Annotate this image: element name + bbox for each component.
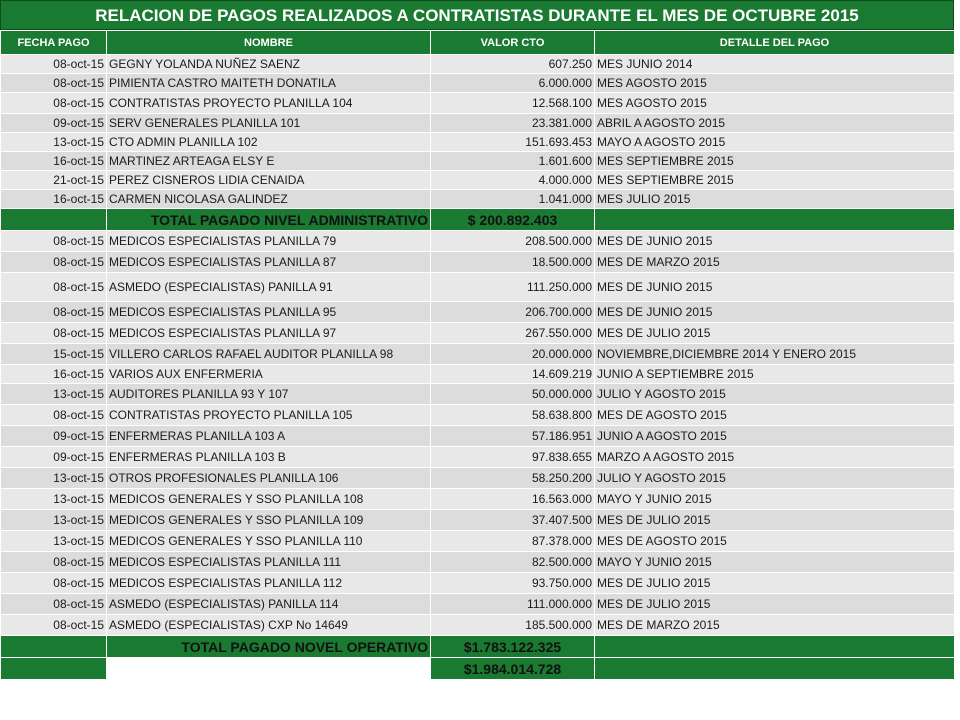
detalle-cell[interactable]: MAYO Y JUNIO 2015 [595,552,955,573]
table-row[interactable] [1,55,955,74]
detalle-cell[interactable]: NOVIEMBRE,DICIEMBRE 2014 Y ENERO 2015 [595,344,955,365]
nombre-cell[interactable]: MEDICOS ESPECIALISTAS PLANILLA 97 [107,323,431,344]
valor-cell[interactable]: 14.609.219 [431,365,595,384]
fecha-cell[interactable]: 08-oct-15 [1,231,107,252]
nombre-cell[interactable]: PEREZ CISNEROS LIDIA CENAIDA [107,171,431,190]
oper-total-row [1,636,955,658]
detalle-cell[interactable]: MES DE AGOSTO 2015 [595,405,955,426]
total-amount[interactable]: $ 200.892.403 [431,209,595,231]
detalle-cell[interactable]: MES JUNIO 2014 [595,55,955,74]
sheet-title: RELACION DE PAGOS REALIZADOS A CONTRATISTAS DURANTE EL MES DE OCTUBRE 2015 [0,0,954,30]
table-row[interactable] [1,594,955,615]
fecha-cell[interactable]: 21-oct-15 [1,171,107,190]
nombre-cell[interactable]: MEDICOS ESPECIALISTAS PLANILLA 87 [107,252,431,273]
empty-cell [595,209,955,231]
total-label: TOTAL PAGADO NIVEL ADMINISTRATIVO [107,209,431,231]
nombre-cell[interactable]: MEDICOS ESPECIALISTAS PLANILLA 95 [107,302,431,323]
valor-cell[interactable]: 12.568.100 [431,93,595,114]
valor-cell[interactable]: 50.000.000 [431,384,595,405]
table-row[interactable] [1,552,955,573]
nombre-cell[interactable]: PIMIENTA CASTRO MAITETH DONATILA [107,74,431,93]
fecha-cell[interactable]: 13-oct-15 [1,468,107,489]
valor-cell[interactable]: 185.500.000 [431,615,595,636]
table-row[interactable] [1,468,955,489]
detalle-cell[interactable]: JULIO Y AGOSTO 2015 [595,468,955,489]
fecha-cell[interactable]: 08-oct-15 [1,93,107,114]
valor-cell[interactable]: 151.693.453 [431,133,595,152]
fecha-cell[interactable]: 15-oct-15 [1,344,107,365]
valor-cell[interactable]: 58.250.200 [431,468,595,489]
valor-cell[interactable]: 87.378.000 [431,531,595,552]
table-row[interactable] [1,344,955,365]
fecha-cell[interactable]: 09-oct-15 [1,426,107,447]
detalle-cell[interactable]: MARZO A AGOSTO 2015 [595,447,955,468]
detalle-cell[interactable]: MAYO Y JUNIO 2015 [595,489,955,510]
detalle-cell[interactable]: MES JULIO 2015 [595,190,955,209]
fecha-cell[interactable]: 13-oct-15 [1,531,107,552]
fecha-cell[interactable]: 08-oct-15 [1,552,107,573]
nombre-cell[interactable]: OTROS PROFESIONALES PLANILLA 106 [107,468,431,489]
detalle-cell[interactable]: JUNIO A AGOSTO 2015 [595,426,955,447]
fecha-cell[interactable]: 08-oct-15 [1,594,107,615]
fecha-cell[interactable]: 09-oct-15 [1,114,107,133]
valor-cell[interactable]: 57.186.951 [431,426,595,447]
table-row[interactable] [1,252,955,273]
total-amount[interactable]: $1.783.122.325 [431,636,595,658]
table-row[interactable] [1,152,955,171]
nombre-cell[interactable]: VARIOS AUX ENFERMERIA [107,365,431,384]
fecha-cell[interactable]: 08-oct-15 [1,74,107,93]
table-row[interactable] [1,447,955,468]
table-row[interactable] [1,190,955,209]
grand-total-amount[interactable]: $1.984.014.728 [431,658,595,680]
fecha-cell[interactable]: 13-oct-15 [1,489,107,510]
table-row[interactable] [1,573,955,594]
detalle-cell[interactable]: MES DE JUNIO 2015 [595,273,955,302]
table-body [1,55,955,680]
valor-cell[interactable]: 1.041.000 [431,190,595,209]
nombre-cell[interactable]: SERV GENERALES PLANILLA 101 [107,114,431,133]
nombre-cell[interactable]: ASMEDO (ESPECIALISTAS) CXP No 14649 [107,615,431,636]
detalle-cell[interactable]: MES DE JUNIO 2015 [595,302,955,323]
table-row[interactable] [1,93,955,114]
detalle-cell[interactable]: MAYO A AGOSTO 2015 [595,133,955,152]
table-row[interactable] [1,426,955,447]
nombre-cell[interactable]: ASMEDO (ESPECIALISTAS) PANILLA 114 [107,594,431,615]
detalle-cell[interactable]: JUNIO A SEPTIEMBRE 2015 [595,365,955,384]
fecha-cell[interactable]: 16-oct-15 [1,152,107,171]
nombre-cell[interactable]: GEGNY YOLANDA NUÑEZ SAENZ [107,55,431,74]
detalle-cell[interactable]: ABRIL A AGOSTO 2015 [595,114,955,133]
detalle-cell[interactable]: MES AGOSTO 2015 [595,74,955,93]
fecha-cell[interactable]: 08-oct-15 [1,302,107,323]
table-row[interactable] [1,114,955,133]
header-nombre[interactable]: NOMBRE [107,31,431,55]
valor-cell[interactable]: 58.638.800 [431,405,595,426]
nombre-cell[interactable]: MEDICOS ESPECIALISTAS PLANILLA 79 [107,231,431,252]
table-row[interactable] [1,510,955,531]
valor-cell[interactable]: 20.000.000 [431,344,595,365]
grand-total-row [1,658,955,680]
table-row[interactable] [1,489,955,510]
valor-cell[interactable]: 111.250.000 [431,273,595,302]
table-row[interactable] [1,365,955,384]
nombre-cell[interactable]: MEDICOS GENERALES Y SSO PLANILLA 108 [107,489,431,510]
valor-cell[interactable]: 82.500.000 [431,552,595,573]
detalle-cell[interactable]: MES DE JULIO 2015 [595,323,955,344]
fecha-cell[interactable]: 08-oct-15 [1,273,107,302]
nombre-cell[interactable]: ENFERMERAS PLANILLA 103 A [107,426,431,447]
nombre-cell[interactable]: CONTRATISTAS PROYECTO PLANILLA 105 [107,405,431,426]
table-row[interactable] [1,133,955,152]
empty-cell [595,658,955,680]
nombre-cell[interactable]: MEDICOS GENERALES Y SSO PLANILLA 109 [107,510,431,531]
table-row[interactable] [1,405,955,426]
valor-cell[interactable]: 267.550.000 [431,323,595,344]
valor-cell[interactable]: 1.601.600 [431,152,595,171]
fecha-cell[interactable]: 16-oct-15 [1,365,107,384]
empty-cell [1,636,107,658]
nombre-cell[interactable]: MEDICOS ESPECIALISTAS PLANILLA 112 [107,573,431,594]
fecha-cell[interactable]: 13-oct-15 [1,510,107,531]
fecha-cell[interactable]: 08-oct-15 [1,323,107,344]
detalle-cell[interactable]: MES SEPTIEMBRE 2015 [595,152,955,171]
header-valor[interactable]: VALOR CTO [431,31,595,55]
nombre-cell[interactable]: AUDITORES PLANILLA 93 Y 107 [107,384,431,405]
detalle-cell[interactable]: MES DE JUNIO 2015 [595,231,955,252]
detalle-cell[interactable]: MES DE AGOSTO 2015 [595,531,955,552]
table-row[interactable] [1,615,955,636]
detalle-cell[interactable]: MES DE MARZO 2015 [595,252,955,273]
table-row[interactable] [1,531,955,552]
detalle-cell[interactable]: MES SEPTIEMBRE 2015 [595,171,955,190]
detalle-cell[interactable]: MES DE JULIO 2015 [595,573,955,594]
fecha-cell[interactable]: 08-oct-15 [1,405,107,426]
nombre-cell[interactable]: VILLERO CARLOS RAFAEL AUDITOR PLANILLA 98 [107,344,431,365]
empty-cell [1,209,107,231]
valor-cell[interactable]: 93.750.000 [431,573,595,594]
fecha-cell[interactable]: 13-oct-15 [1,384,107,405]
fecha-cell[interactable]: 09-oct-15 [1,447,107,468]
table-row[interactable] [1,74,955,93]
total-label: TOTAL PAGADO NOVEL OPERATIVO [107,636,431,658]
table-row[interactable] [1,273,955,302]
header-row [1,31,955,55]
table-row[interactable] [1,231,955,252]
valor-cell[interactable]: 16.563.000 [431,489,595,510]
nombre-cell[interactable]: CONTRATISTAS PROYECTO PLANILLA 104 [107,93,431,114]
valor-cell[interactable]: 607.250 [431,55,595,74]
valor-cell[interactable]: 18.500.000 [431,252,595,273]
empty-cell [1,658,107,680]
fecha-cell[interactable]: 16-oct-15 [1,190,107,209]
nombre-cell[interactable]: MEDICOS GENERALES Y SSO PLANILLA 110 [107,531,431,552]
valor-cell[interactable]: 37.407.500 [431,510,595,531]
payments-table [0,30,955,680]
nombre-cell[interactable]: CTO ADMIN PLANILLA 102 [107,133,431,152]
nombre-cell[interactable]: ENFERMERAS PLANILLA 103 B [107,447,431,468]
nombre-cell[interactable]: MARTINEZ ARTEAGA ELSY E [107,152,431,171]
empty-cell [595,636,955,658]
valor-cell[interactable]: 23.381.000 [431,114,595,133]
header-detalle[interactable]: DETALLE DEL PAGO [595,31,955,55]
header-fecha[interactable]: FECHA PAGO [1,31,107,55]
admin-total-row [1,209,955,231]
valor-cell[interactable]: 208.500.000 [431,231,595,252]
valor-cell[interactable]: 97.838.655 [431,447,595,468]
detalle-cell[interactable]: MES DE MARZO 2015 [595,615,955,636]
detalle-cell[interactable]: MES DE JULIO 2015 [595,510,955,531]
detalle-cell[interactable]: MES DE JULIO 2015 [595,594,955,615]
valor-cell[interactable]: 6.000.000 [431,74,595,93]
fecha-cell[interactable]: 08-oct-15 [1,252,107,273]
table-row[interactable] [1,171,955,190]
valor-cell[interactable]: 206.700.000 [431,302,595,323]
table-row[interactable] [1,302,955,323]
fecha-cell[interactable]: 13-oct-15 [1,133,107,152]
valor-cell[interactable]: 4.000.000 [431,171,595,190]
nombre-cell[interactable]: CARMEN NICOLASA GALINDEZ [107,190,431,209]
detalle-cell[interactable]: MES AGOSTO 2015 [595,93,955,114]
table-row[interactable] [1,384,955,405]
empty-cell [107,658,431,680]
fecha-cell[interactable]: 08-oct-15 [1,615,107,636]
fecha-cell[interactable]: 08-oct-15 [1,573,107,594]
nombre-cell[interactable]: MEDICOS ESPECIALISTAS PLANILLA 111 [107,552,431,573]
nombre-cell[interactable]: ASMEDO (ESPECIALISTAS) PANILLA 91 [107,273,431,302]
detalle-cell[interactable]: JULIO Y AGOSTO 2015 [595,384,955,405]
valor-cell[interactable]: 111.000.000 [431,594,595,615]
fecha-cell[interactable]: 08-oct-15 [1,55,107,74]
table-row[interactable] [1,323,955,344]
